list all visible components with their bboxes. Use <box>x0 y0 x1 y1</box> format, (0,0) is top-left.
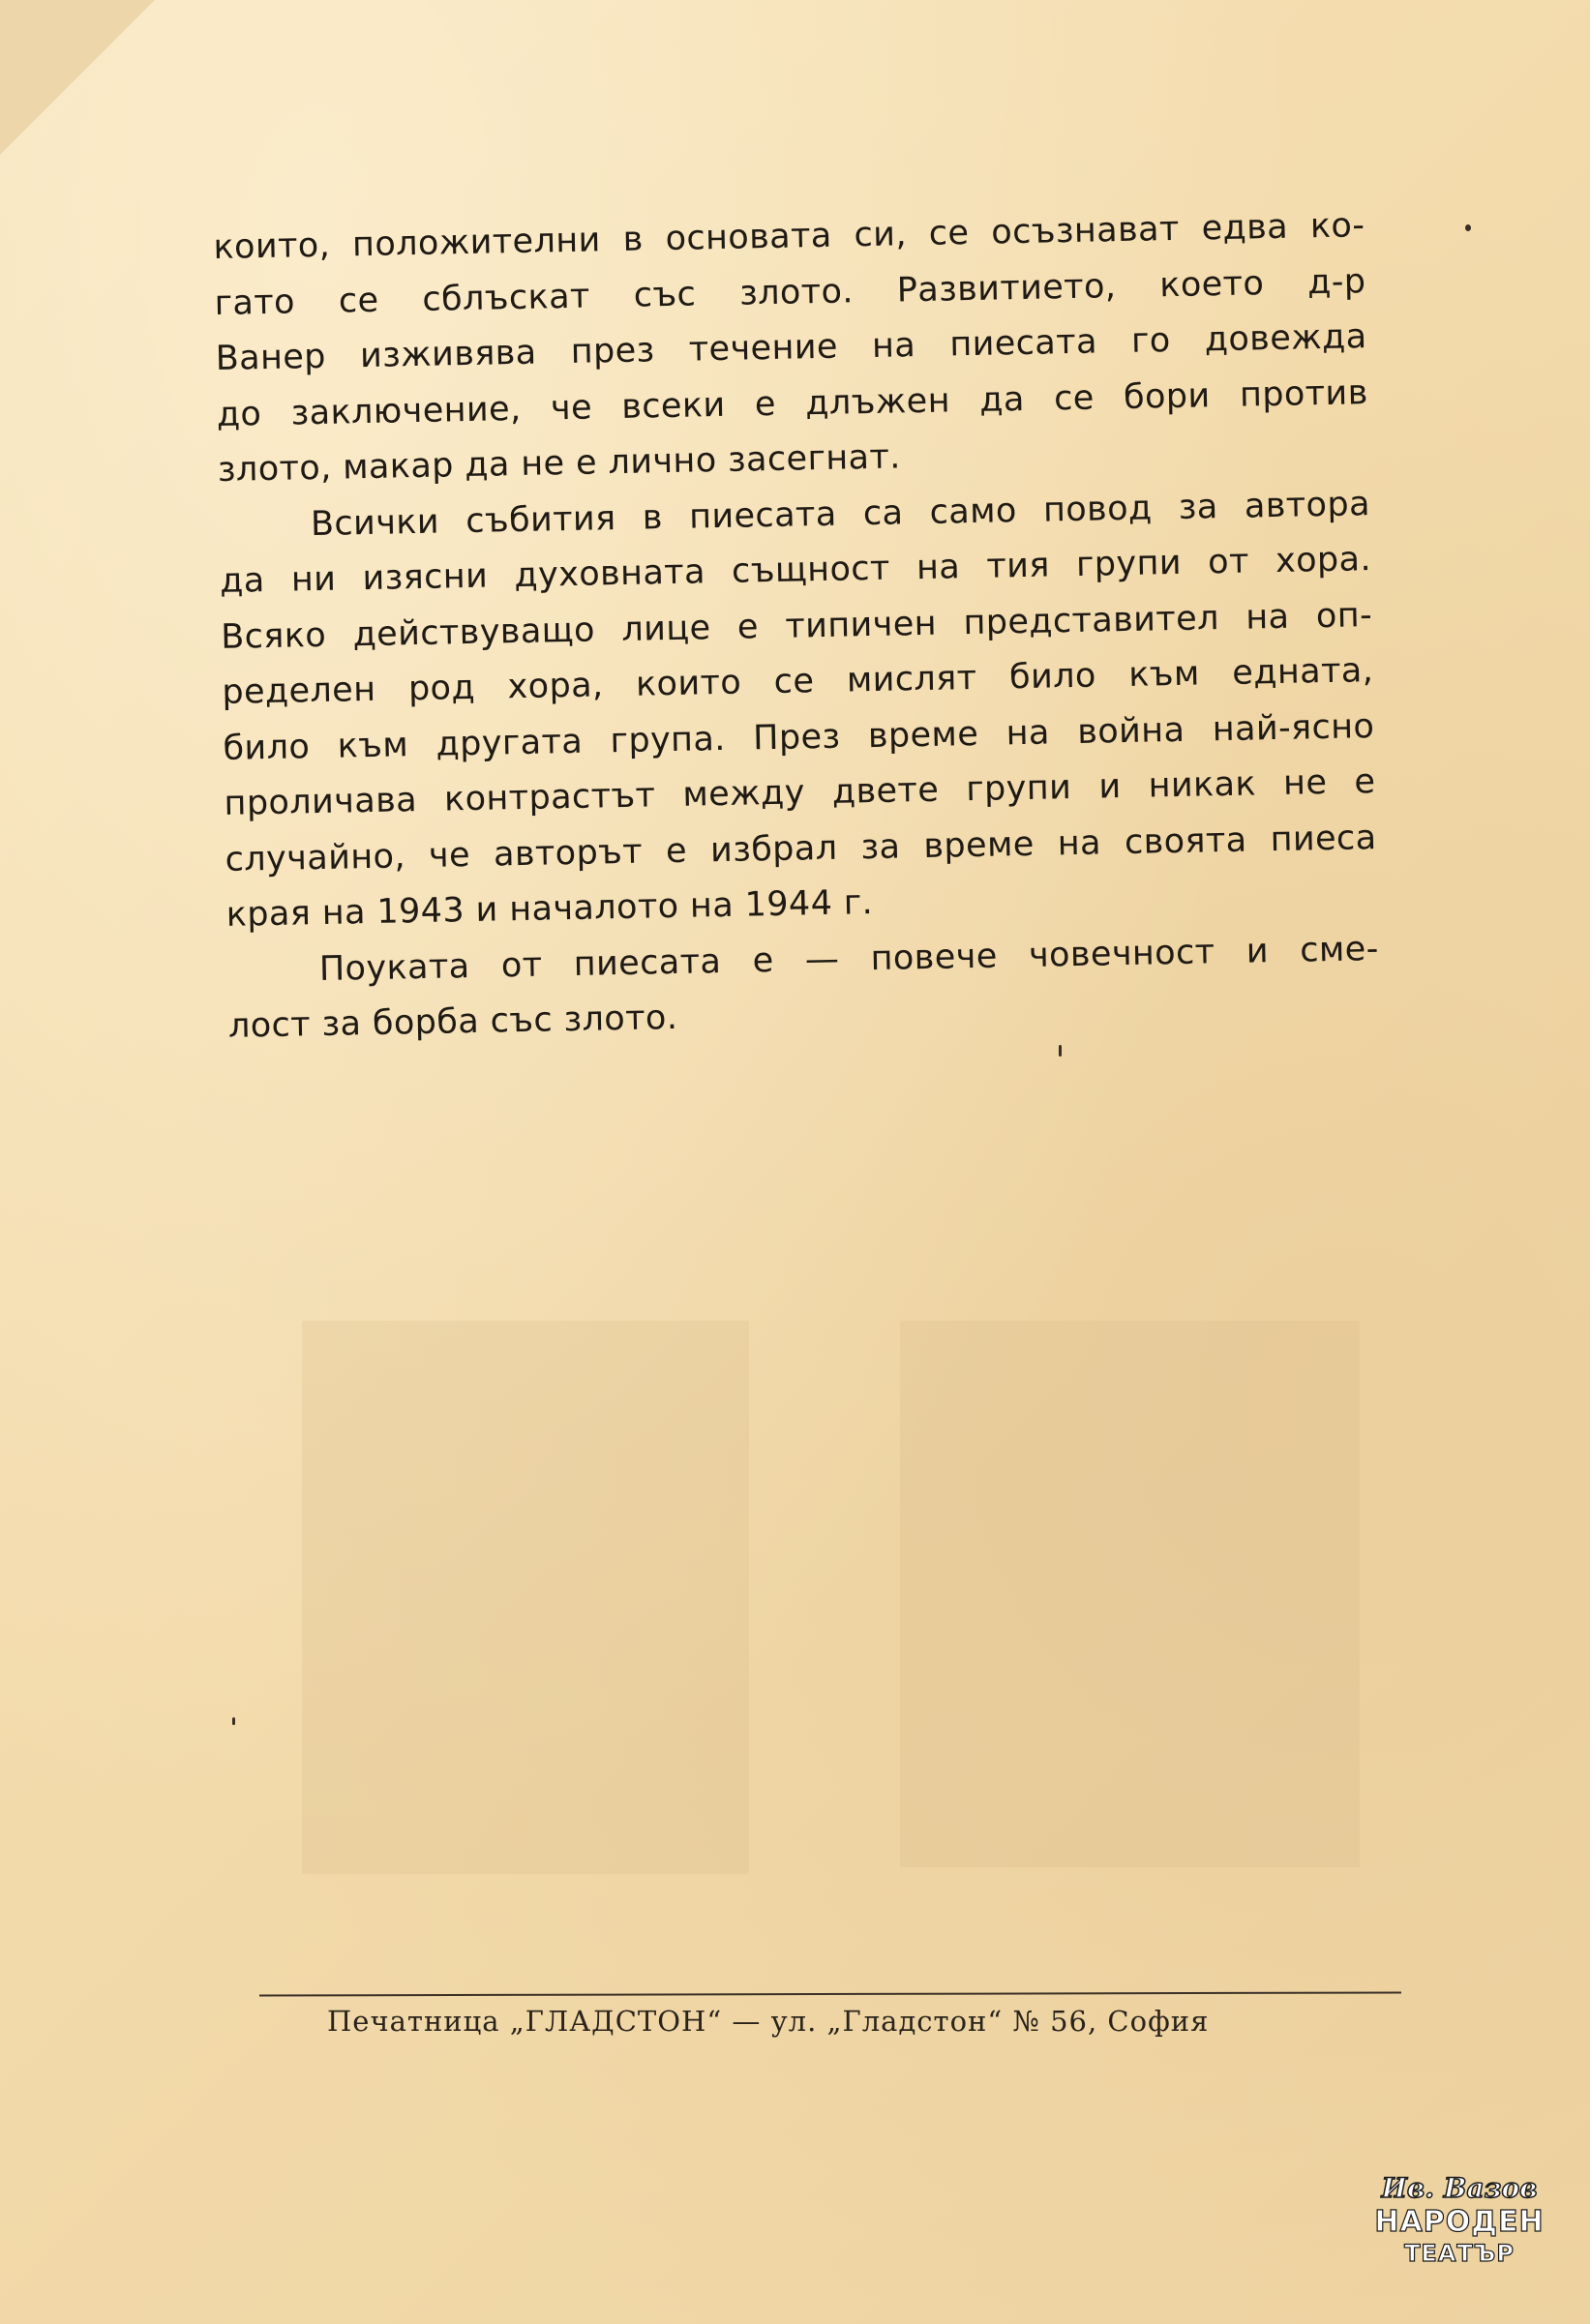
ink-speck <box>232 1717 235 1725</box>
text-line: Всяко действуващо лице е типичен представител на оп- <box>220 595 1373 657</box>
logo-word-1: НАРОДЕН <box>1374 2205 1545 2239</box>
text-line: Всички събития в пиесата са само повод за автора <box>310 484 1371 544</box>
text-line: до заключение, че всеки е длъжен да се бори против <box>216 372 1369 434</box>
text-line: да ни изясни духовната същност на тия групи от хора. <box>219 540 1372 601</box>
text-line: злото, макар да не е лично засегнат. <box>217 437 902 490</box>
page-corner-fold <box>0 0 155 155</box>
text-line: проличава контрастът между двете групи и никак не е <box>224 762 1376 823</box>
ink-speck <box>1465 224 1471 231</box>
bleed-through-left-block <box>302 1321 749 1874</box>
text-line: края на 1943 и началото на 1944 г. <box>225 883 874 935</box>
logo-script: Ив. Вазов <box>1381 2172 1538 2204</box>
logo-word-2: ТЕАТЪР <box>1404 2240 1515 2267</box>
paragraph-1 <box>213 198 1369 498</box>
footer-divider <box>259 1991 1401 1996</box>
text-line: случайно, че авторът е избрал за време на своята пиеса <box>225 818 1377 879</box>
printer-imprint: Печатница „ГЛАДСТОН“ — ул. „Гладстон“ № 56, София <box>327 2005 1210 2038</box>
national-theatre-logo <box>1372 2172 1546 2286</box>
text-line: Ванер изживява през течение на пиесата го довежда <box>215 317 1367 378</box>
text-line: ределен род хора, които се мислят било към едната, <box>221 651 1374 712</box>
text-line: Поуката от пиесата е — повече човечност и сме- <box>318 929 1380 989</box>
ink-speck <box>1059 1045 1062 1057</box>
text-line: лост за борба със злото. <box>227 998 678 1046</box>
text-line: гато се сблъскат със злото. Развитието, което д-р <box>214 261 1366 323</box>
paragraph-3 <box>226 922 1380 1056</box>
paragraph-2 <box>219 477 1379 944</box>
text-line: било към другата група. През време на война най-ясно <box>223 706 1375 768</box>
text-line: които, положителни в основата си, се осъзнават едва ко- <box>213 206 1365 267</box>
bleed-through-right-block <box>900 1321 1360 1867</box>
body-text <box>213 198 1380 1055</box>
